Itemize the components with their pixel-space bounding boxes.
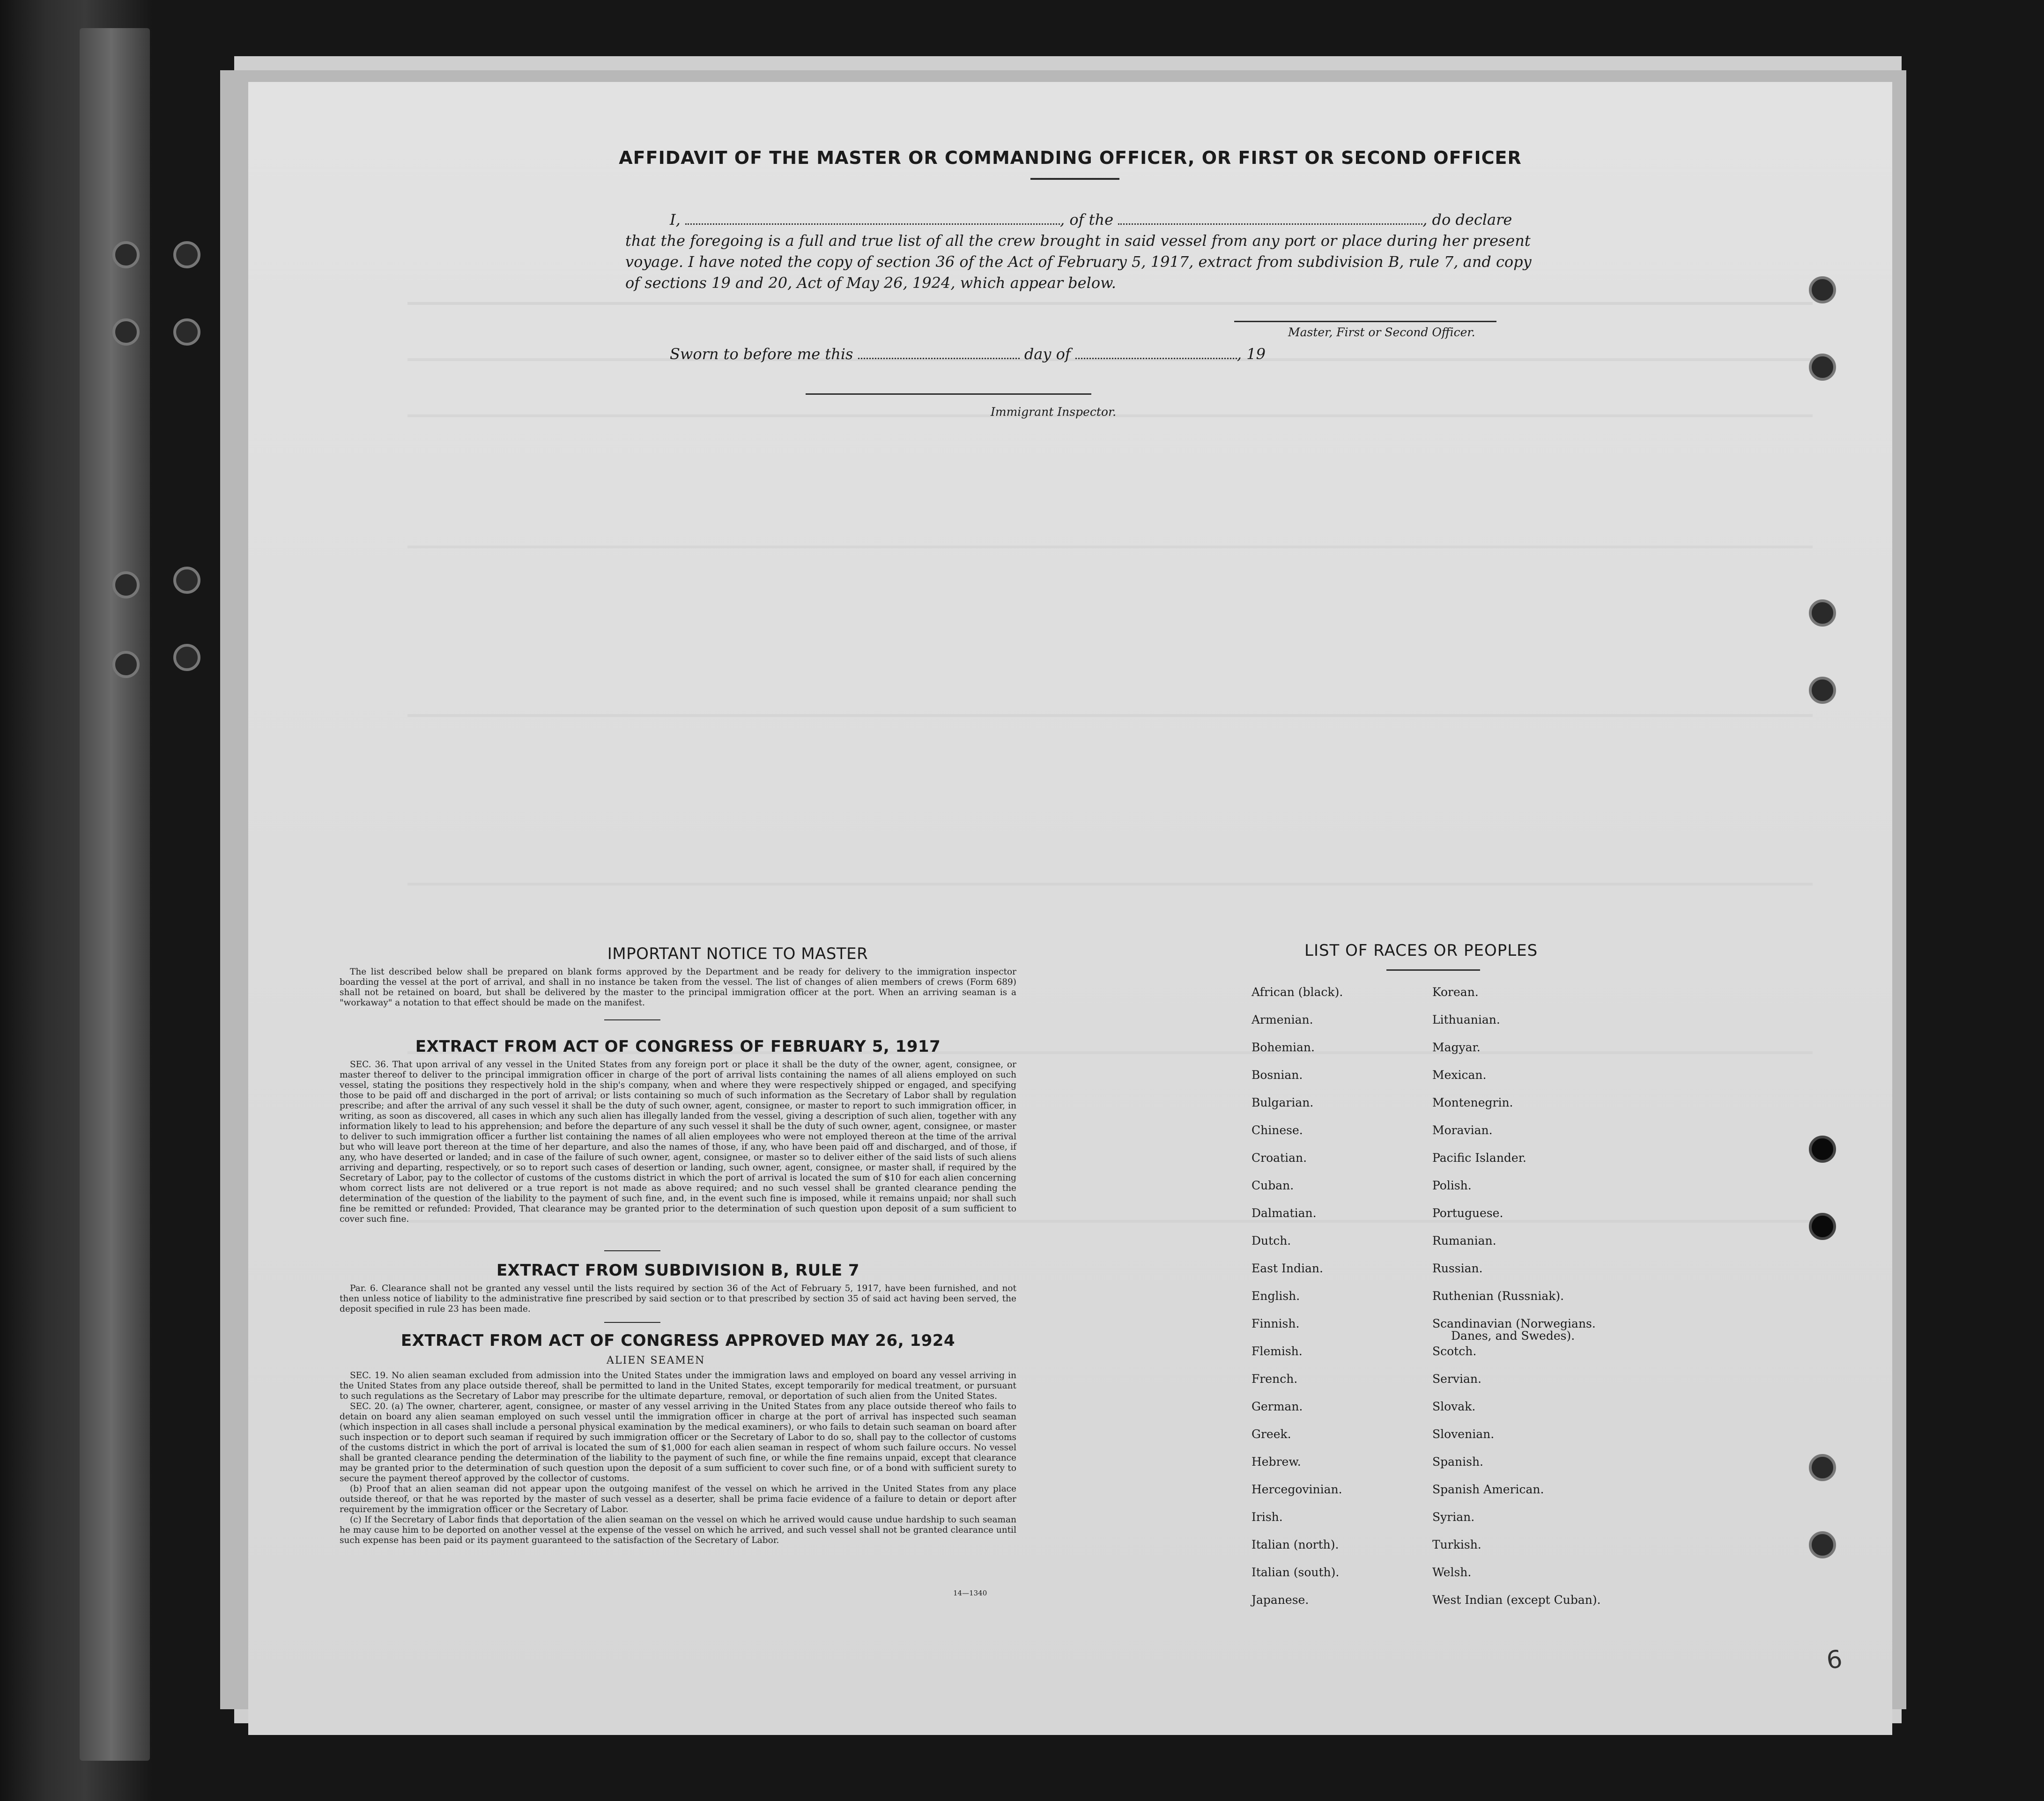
race-item: Portuguese. [1432, 1206, 1503, 1220]
notice-paragraph: The list described below shall be prepared on blank forms approved by the Department and be ready for delivery to the immigration inspector boarding the vessel at the port of arrival, and shall in no instance be taken from the vessel. The list of changes of alien members of crews (Form 689) shall not be retained on board, but shall be delivered by the master to the principal immigration officer at the port. When an arriving seaman is a "workaway" a notation to that effect should be made on the manifest. [340, 967, 1016, 1008]
affidavit-line-1 [670, 211, 1512, 229]
binder-hole-icon [173, 241, 200, 268]
race-item: Finnish. [1252, 1317, 1300, 1330]
binder-hole-icon [173, 567, 200, 594]
punch-hole-icon [1809, 677, 1836, 704]
notice-title: IMPORTANT NOTICE TO MASTER [607, 945, 868, 963]
vessel-name-blank[interactable] [1118, 223, 1422, 225]
section-20c-paragraph: (c) If the Secretary of Labor finds that deportation of the alien seaman on the vessel on which he arrived would cause undue hardship to such seaman he may cause him to be deported on another vessel at the expense of the vessel on which he arrived, and such vessel shall not be granted clearance until such expense has been paid or its payment guaranteed to the satisfaction of the Secretary of Labor. [340, 1515, 1016, 1545]
race-item: Croatian. [1252, 1151, 1307, 1165]
affidavit-line-2: that the foregoing is a full and true list of all the crew brought in said vessel from any port or place during her present [625, 232, 1531, 250]
race-item: Flemish. [1252, 1344, 1303, 1358]
bleed-through-text [407, 302, 1719, 1426]
punch-hole-icon [1809, 1136, 1836, 1163]
binder-hole-icon [112, 651, 140, 678]
binder-hole-icon [112, 241, 140, 268]
race-item: Russian. [1432, 1262, 1483, 1275]
race-item: Pacific Islander. [1432, 1151, 1526, 1165]
race-item: Hercegovinian. [1252, 1483, 1342, 1496]
race-item-continuation: Danes, and Swedes). [1451, 1329, 1575, 1343]
race-item: Syrian. [1432, 1510, 1475, 1524]
races-title: LIST OF RACES OR PEOPLES [1304, 941, 1538, 960]
form-number: 14—1340 [953, 1589, 987, 1597]
inspector-signature-label: Immigrant Inspector. [991, 405, 1117, 419]
race-item: Welsh. [1432, 1565, 1472, 1579]
sworn-month-blank[interactable] [1075, 358, 1237, 359]
race-item: Italian (north). [1252, 1538, 1339, 1551]
race-item: Polish. [1432, 1179, 1472, 1192]
declarant-name-blank[interactable] [685, 223, 1060, 225]
paragraph-6: Par. 6. Clearance shall not be granted any vessel until the lists required by section 36 of the Act of February 5, 1917, have been furnished, and not then unless notice of liability to the administrative fine prescribed by said section or to that prescribed by section 35 of said act having been served, the deposit specified in rule 23 has been made. [340, 1284, 1016, 1314]
binder-hole-icon [173, 318, 200, 346]
master-signature-label: Master, First or Second Officer. [1288, 325, 1475, 339]
race-item: Servian. [1432, 1372, 1481, 1386]
race-item: Armenian. [1252, 1013, 1313, 1026]
race-item: Slovenian. [1432, 1427, 1495, 1441]
race-item: Lithuanian. [1432, 1013, 1500, 1026]
punch-hole-icon [1809, 354, 1836, 381]
races-title-rule [1386, 969, 1480, 971]
race-item: Hebrew. [1252, 1455, 1301, 1469]
section-divider [604, 1019, 660, 1020]
race-item: Irish. [1252, 1510, 1283, 1524]
sworn-text: Sworn to before me this [670, 345, 853, 363]
notice-text [340, 967, 1016, 1008]
alien-seamen-subtitle: ALIEN SEAMEN [607, 1355, 705, 1366]
race-item: Spanish. [1432, 1455, 1484, 1469]
race-item: Japanese. [1252, 1593, 1309, 1607]
race-item: Greek. [1252, 1427, 1291, 1441]
race-item: Cuban. [1252, 1179, 1294, 1192]
handwritten-page-number: 6 [1824, 1645, 1844, 1676]
race-item: German. [1252, 1400, 1303, 1413]
punch-hole-icon [1809, 1213, 1836, 1240]
race-item: Rumanian. [1432, 1234, 1496, 1247]
binder-hole-icon [112, 571, 140, 598]
race-item: Scandinavian (Norwegians. [1432, 1317, 1596, 1330]
affidavit-line-3: voyage. I have noted the copy of section 36 of the Act of February 5, 1917, extract from subdivision B, rule 7, and copy [625, 253, 1532, 271]
race-item: Mexican. [1432, 1068, 1487, 1082]
declare-text: , do declare [1422, 211, 1512, 229]
race-item: Bulgarian. [1252, 1096, 1314, 1109]
race-item: Turkish. [1432, 1538, 1481, 1551]
section-divider [604, 1322, 660, 1323]
race-item: East Indian. [1252, 1262, 1323, 1275]
inspector-signature-line[interactable] [806, 393, 1091, 395]
race-item: Slovak. [1432, 1400, 1476, 1413]
rule-7-title: EXTRACT FROM SUBDIVISION B, RULE 7 [496, 1261, 860, 1280]
sworn-day-blank[interactable] [858, 358, 1020, 359]
section-20b-paragraph: (b) Proof that an alien seaman did not appear upon the outgoing manifest of the vessel on which he arrived in the United States from any place outside thereof, or that he was reported by the master of such vessel as a deserter, shall be prima facie evidence of a failure to detain or deport after requirement by the immigration officer or the Secretary of Labor. [340, 1484, 1016, 1514]
section-divider [604, 1250, 660, 1251]
punch-hole-icon [1809, 1454, 1836, 1481]
act-1917-title: EXTRACT FROM ACT OF CONGRESS OF FEBRUARY 5, 1917 [415, 1037, 941, 1056]
race-item: Dutch. [1252, 1234, 1291, 1247]
race-item: Magyar. [1432, 1041, 1481, 1054]
race-item: African (black). [1252, 985, 1343, 999]
master-signature-line[interactable] [1234, 321, 1496, 322]
race-item: Italian (south). [1252, 1565, 1340, 1579]
year-prefix: , 19 [1237, 345, 1266, 363]
race-item: English. [1252, 1289, 1300, 1303]
punch-hole-icon [1809, 599, 1836, 627]
race-item: Ruthenian (Russniak). [1432, 1289, 1564, 1303]
binder-edge [80, 28, 150, 1761]
affidavit-page [248, 82, 1892, 1735]
punch-hole-icon [1809, 276, 1836, 303]
race-item: Spanish American. [1432, 1483, 1544, 1496]
race-item: Bohemian. [1252, 1041, 1315, 1054]
act-1917-text [340, 1060, 1016, 1225]
race-item: French. [1252, 1372, 1298, 1386]
binder-hole-icon [173, 644, 200, 671]
rule-7-text [340, 1284, 1016, 1314]
race-item: Korean. [1432, 985, 1479, 999]
affidavit-title: AFFIDAVIT OF THE MASTER OR COMMANDING OFFICER, OR FIRST OR SECOND OFFICER [619, 148, 1522, 168]
act-1924-title: EXTRACT FROM ACT OF CONGRESS APPROVED MAY 26, 1924 [400, 1331, 955, 1350]
race-item: Chinese. [1252, 1123, 1303, 1137]
title-rule [1030, 178, 1119, 180]
binder-hole-icon [112, 318, 140, 346]
sworn-line [670, 345, 1266, 363]
section-19-paragraph: SEC. 19. No alien seaman excluded from admission into the United States under the immigration laws and employed on board any vessel arriving in the United States from any place outside thereof, shall be permitted to land in the United States, except temporarily for medical treatment, or pursuant to such regulations as the Secretary of Labor may prescribe for the ultimate departure, removal, or deportation of such alien from the United States. [340, 1371, 1016, 1401]
section-20a-paragraph: SEC. 20. (a) The owner, charterer, agent, consignee, or master of any vessel arriving in the United States from any place outside thereof who fails to detain on board any alien seaman employed on such vessel until the immigration officer in charge at the port of arrival has inspected such seaman (which inspection in all cases shall include a personal physical examination by the medical examiners), or who fails to detain such seaman on board after such inspection or to deport such seaman if required by such immigration officer or the Secretary of Labor to do so, shall pay to the collector of customs of the customs district in which the port of arrival is located the sum of $1,000 for each alien seaman in respect of whom such failure occurs. No vessel shall be granted clearance pending the determination of the liability to the payment of such fine, or while the fine remains unpaid, except that clearance may be granted prior to the determination of such question upon the deposit of a sum sufficient to cover such fine, or of a bond with sufficient surety to secure the payment thereof approved by the collector of customs. [340, 1402, 1016, 1484]
race-item: Scotch. [1432, 1344, 1477, 1358]
act-1924-text [340, 1371, 1016, 1546]
race-item: Bosnian. [1252, 1068, 1303, 1082]
race-item: West Indian (except Cuban). [1432, 1593, 1601, 1607]
declarant-prefix: I, [670, 211, 681, 229]
race-item: Dalmatian. [1252, 1206, 1317, 1220]
affidavit-line-4: of sections 19 and 20, Act of May 26, 1924, which appear below. [625, 274, 1116, 292]
race-item: Moravian. [1432, 1123, 1493, 1137]
section-36-paragraph: SEC. 36. That upon arrival of any vessel in the United States from any foreign port or place it shall be the duty of the owner, agent, consignee, or master thereof to deliver to the principal immigration officer in charge of the port of arrival lists containing the names of all aliens employed on such vessel, stating the positions they respectively hold in the ship's company, when and where they were respectively shipped or engaged, and specifying those to be paid off and discharged in the port of arrival; or lists containing so much of such information as the Secretary of Labor shall by regulation prescribe; and after the arrival of any such vessel it shall be the duty of such owner, agent, consignee, or master to report to such immigration officer, in writing, as soon as discovered, all cases in which any such alien has illegally landed from the vessel, giving a description of such alien, together with any information likely to lead to his apprehension; and before the departure of any such vessel it shall be the duty of such owner, agent, consignee, or master to deliver to such immigration officer a further list containing the names of all alien employees who were not employed thereon at the time of the arrival but who will leave port thereon at the time of her departure, and also the names of those, if any, who have been paid off and discharged, and of those, if any, who have deserted or landed; and in case of the failure of such owner, agent, consignee, or master so to deliver either of the said lists of such aliens arriving and departing, respectively, or so to report such cases of desertion or landing, such owner, agent, consignee, or master shall, if required by the Secretary of Labor, pay to the collector of customs of the customs district in which the port of arrival is located the sum of $10 for each alien concerning whom correct lists are not delivered or a true report is not made as above required; and no such vessel shall be granted clearance pending the determination of the question of the liability to the payment of such fine, and, in the event such fine is imposed, while it remains unpaid; nor shall such fine be remitted or refunded: Provided, That clearance may be granted prior to the determination of such question upon deposit of a sum sufficient to cover such fine. [340, 1060, 1016, 1224]
vessel-prefix: , of the [1059, 211, 1114, 229]
day-of-text: day of [1024, 345, 1071, 363]
punch-hole-icon [1809, 1531, 1836, 1558]
race-item: Montenegrin. [1432, 1096, 1513, 1109]
